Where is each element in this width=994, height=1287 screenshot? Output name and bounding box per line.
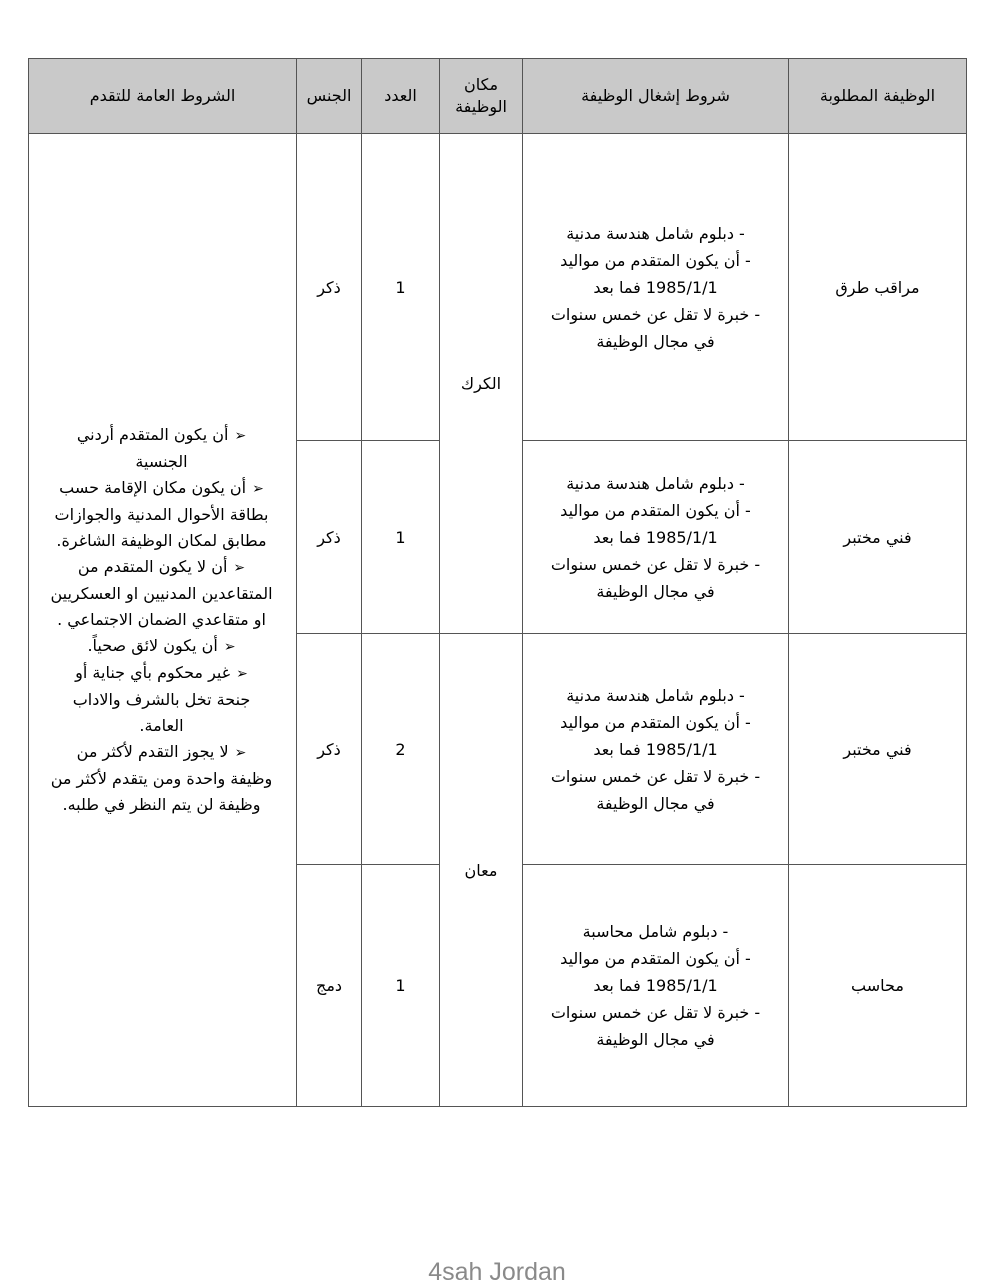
table-row xyxy=(29,134,967,441)
general-condition-text: لا يجوز التقدم لأكثر من xyxy=(76,742,229,761)
header-count: العدد xyxy=(362,59,440,134)
job-location: الكرك xyxy=(440,134,523,634)
job-count: 2 xyxy=(362,634,440,865)
condition-line: - دبلوم شامل هندسة مدنية xyxy=(566,223,745,243)
condition-line: - أن يكون المتقدم من مواليد xyxy=(560,250,751,270)
job-conditions xyxy=(523,134,789,441)
job-count: 1 xyxy=(362,134,440,441)
arrow-bullet-icon: ➢ xyxy=(234,428,247,444)
general-condition-text: أن لا يكون المتقدم من xyxy=(77,557,228,576)
job-title: محاسب xyxy=(789,865,967,1107)
general-condition-text: غير محكوم بأي جناية أو xyxy=(75,663,231,682)
condition-line: في مجال الوظيفة xyxy=(596,1030,715,1049)
condition-line: 1985/1/1 فما بعد xyxy=(593,976,718,995)
condition-line: - أن يكون المتقدم من مواليد xyxy=(560,949,751,968)
condition-line: 1985/1/1 فما بعد xyxy=(593,277,718,297)
job-conditions xyxy=(523,441,789,634)
list-item xyxy=(29,633,296,660)
footer-watermark: 4sah Jordan xyxy=(428,1258,566,1286)
general-condition-text: الجنسية xyxy=(135,452,188,471)
job-conditions xyxy=(523,634,789,865)
condition-line: - أن يكون المتقدم من مواليد xyxy=(560,500,751,520)
job-conditions xyxy=(523,865,789,1107)
header-general: الشروط العامة للتقدم xyxy=(29,59,297,134)
list-item xyxy=(29,739,296,818)
header-gender: الجنس xyxy=(297,59,362,134)
table-header-row xyxy=(29,59,967,134)
condition-line: - دبلوم شامل هندسة مدنية xyxy=(566,685,745,705)
condition-line: - خبرة لا تقل عن خمس سنوات xyxy=(550,766,761,786)
job-gender: ذكر xyxy=(297,134,362,441)
list-item xyxy=(29,422,296,475)
header-location: مكان الوظيفة xyxy=(440,59,523,134)
condition-line: - أن يكون المتقدم من مواليد xyxy=(560,712,751,732)
condition-line: - خبرة لا تقل عن خمس سنوات xyxy=(550,1003,761,1022)
general-condition-text: العامة. xyxy=(139,716,184,735)
condition-line: في مجال الوظيفة xyxy=(596,331,715,351)
condition-line: - خبرة لا تقل عن خمس سنوات xyxy=(550,304,761,324)
general-condition-text: المتقاعدين المدنيين او العسكريين xyxy=(50,584,273,603)
arrow-bullet-icon: ➢ xyxy=(234,745,247,761)
header-job: الوظيفة المطلوبة xyxy=(789,59,967,134)
job-gender: ذكر xyxy=(297,634,362,865)
job-gender: دمج xyxy=(297,865,362,1107)
general-conditions xyxy=(29,134,297,1107)
general-condition-text: بطاقة الأحوال المدنية والجوازات xyxy=(54,505,269,524)
general-condition-text: او متقاعدي الضمان الاجتماعي . xyxy=(57,610,266,629)
job-count: 1 xyxy=(362,441,440,634)
general-condition-text: مطابق لمكان الوظيفة الشاغرة. xyxy=(56,531,267,550)
general-condition-text: أن يكون المتقدم أردني xyxy=(76,425,229,444)
job-location: معان xyxy=(440,634,523,1107)
general-condition-text: وظيفة واحدة ومن يتقدم لأكثر من xyxy=(50,769,273,788)
general-condition-text: أن يكون لائق صحياً. xyxy=(87,636,218,655)
condition-line: في مجال الوظيفة xyxy=(596,581,715,601)
general-condition-text: أن يكون مكان الإقامة حسب xyxy=(59,478,247,497)
condition-line: - خبرة لا تقل عن خمس سنوات xyxy=(550,554,761,574)
arrow-bullet-icon: ➢ xyxy=(252,481,264,497)
job-title: فني مختبر xyxy=(789,441,967,634)
arrow-bullet-icon: ➢ xyxy=(233,560,246,576)
condition-line: 1985/1/1 فما بعد xyxy=(593,739,718,759)
job-gender: ذكر xyxy=(297,441,362,634)
general-condition-text: جنحة تخل بالشرف والاداب xyxy=(72,690,251,709)
list-item xyxy=(29,475,296,554)
general-conditions-list xyxy=(29,422,296,818)
condition-line: - دبلوم شامل محاسبة xyxy=(582,922,729,941)
arrow-bullet-icon: ➢ xyxy=(223,639,236,655)
job-title: فني مختبر xyxy=(789,634,967,865)
list-item xyxy=(29,660,296,739)
job-count: 1 xyxy=(362,865,440,1107)
jobs-table xyxy=(28,58,967,1107)
arrow-bullet-icon: ➢ xyxy=(236,666,248,682)
condition-line: - دبلوم شامل هندسة مدنية xyxy=(566,473,745,493)
general-condition-text: وظيفة لن يتم النظر في طلبه. xyxy=(62,795,261,814)
job-title: مراقب طرق xyxy=(789,134,967,441)
header-conditions: شروط إشغال الوظيفة xyxy=(523,59,789,134)
condition-line: 1985/1/1 فما بعد xyxy=(593,527,718,547)
list-item xyxy=(29,554,296,633)
condition-line: في مجال الوظيفة xyxy=(596,793,715,813)
